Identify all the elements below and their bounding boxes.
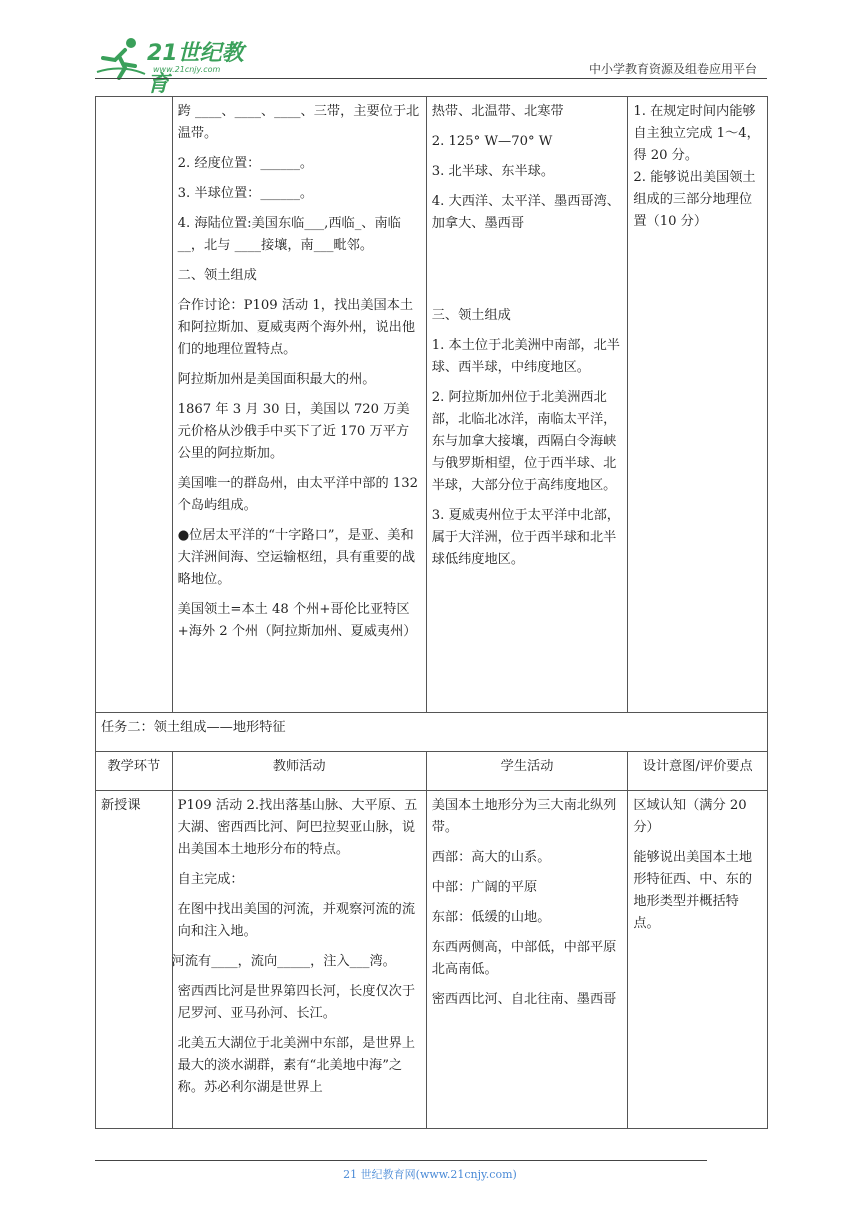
header-teacher: 教师活动 (172, 752, 426, 791)
teacher-activity-cell (172, 791, 426, 1129)
lesson-table (95, 96, 768, 1129)
text-line: 2. 能够说出美国领土组成的三部分地理位置（10 分） (633, 170, 756, 229)
header-stage: 教学环节 (96, 752, 173, 791)
logo (95, 34, 265, 97)
task-title: 任务二：领土组成——地形特征 (96, 713, 768, 752)
header-design: 设计意图/评价要点 (628, 752, 768, 791)
table-row (96, 97, 768, 713)
text-line: 4. 海陆位置:美国东临___,西临_、南临__，北与 ____接壤，南___毗邻。 (177, 216, 401, 253)
text-line: 3. 半球位置：______。 (177, 186, 314, 201)
text-line: 2. 阿拉斯加州位于北美洲西北部，北临北冰洋，南临太平洋，东与加拿大接壤，西隔白令海峡与俄罗斯相望，位于西半球、北半球，大部分位于高纬度地区。 (431, 390, 617, 493)
text-line: 美国本土地形分为三大南北纵列带。 (431, 798, 617, 835)
teacher-activity-cell (172, 97, 426, 713)
footer-link[interactable]: 21 世纪教育网(www.21cnjy.com) (343, 1168, 517, 1181)
text-line: 在图中找出美国的河流，并观察河流的流向和注入地。 (177, 902, 416, 939)
student-activity-cell (426, 791, 628, 1129)
text-line: 西部：高大的山系。 (431, 850, 551, 865)
text-line: 2. 125° W—70° W (431, 134, 553, 149)
text-line: 1. 本土位于北美洲中南部，北半球、西半球，中纬度地区。 (431, 338, 620, 375)
text-line: P109 活动 2.找出落基山脉、大平原、五大湖、密西西比河、阿巴拉契亚山脉，说出美国本土地形分布的特点。 (177, 798, 418, 857)
text-line: 3. 夏威夷州位于太平洋中北部，属于大洋洲，位于西半球和北半球低纬度地区。 (431, 508, 620, 567)
section-heading: 三、领土组成 (431, 308, 511, 323)
header-student: 学生活动 (426, 752, 628, 791)
logo-text: 21世纪教育 (147, 41, 244, 97)
text-line: 阿拉斯加州是美国面积最大的州。 (177, 372, 376, 387)
text-line: 美国唯一的群岛州，由太平洋中部的 132 个岛屿组成。 (177, 476, 419, 513)
text-line: 1. 在规定时间内能够自主独立完成 1～4，得 20 分。 (633, 104, 760, 163)
footer-divider (95, 1160, 707, 1161)
text-line: 河流有____，流向_____，注入___湾。 (171, 954, 396, 969)
text-line: 中部：广阔的平原 (431, 880, 538, 895)
design-intent-cell (628, 791, 768, 1129)
text-line: 北美五大湖位于北美洲中东部，是世界上最大的淡水湖群，素有“北美地中海”之称。苏必利尔湖是世界上 (177, 1036, 416, 1095)
student-activity-cell (426, 97, 628, 713)
table-header-row (96, 752, 768, 791)
text-line: 合作讨论：P109 活动 1，找出美国本土和阿拉斯加、夏威夷两个海外州，说出他们的地理位置特点。 (177, 298, 416, 357)
text-line: 密西西比河、自北往南、墨西哥 (431, 992, 617, 1007)
stage-cell: 新授课 (96, 791, 173, 1129)
header-divider (95, 78, 767, 79)
text-line: 东西两侧高，中部低，中部平原北高南低。 (431, 940, 617, 977)
design-intent-cell (628, 97, 768, 713)
text-line: 3. 北半球、东半球。 (431, 164, 555, 179)
text-line: 热带、北温带、北寒带 (431, 104, 564, 119)
table-row (96, 791, 768, 1129)
text-line: 1867 年 3 月 30 日，美国以 720 万美元价格从沙俄手中买下了近 170 万平方公里的阿拉斯加。 (177, 402, 410, 461)
section-heading: 二、领土组成 (177, 268, 257, 283)
platform-name: 中小学教育资源及组卷应用平台 (588, 62, 757, 76)
text-line: 自主完成： (177, 872, 244, 887)
text-line: 2. 经度位置：______。 (177, 156, 314, 171)
page-header (95, 34, 767, 97)
text-line: 美国领土=本土 48 个州+哥伦比亚特区+海外 2 个州（阿拉斯加州、夏威夷州） (177, 602, 417, 639)
text-line: 区域认知（满分 20 分） (633, 798, 747, 835)
text-line: 跨 ____、____、____、三带，主要位于北温带。 (177, 104, 420, 141)
stage-cell-empty (96, 97, 173, 713)
text-line: ●位居太平洋的“十字路口”，是亚、美和大洋洲间海、空运输枢纽，具有重要的战略地位。 (177, 528, 416, 587)
logo-url: www.21cnjy.com (153, 65, 221, 74)
text-line: 能够说出美国本土地形特征西、中、东的地形类型并概括特点。 (633, 850, 753, 931)
task-row (96, 713, 768, 752)
runner-logo-icon (95, 34, 147, 80)
text-line: 东部：低缓的山地。 (431, 910, 551, 925)
text-line: 密西西比河是世界第四长河，长度仅次于尼罗河、亚马孙河、长江。 (177, 984, 416, 1021)
text-line: 4. 大西洋、太平洋、墨西哥湾、加拿大、墨西哥 (431, 194, 620, 231)
